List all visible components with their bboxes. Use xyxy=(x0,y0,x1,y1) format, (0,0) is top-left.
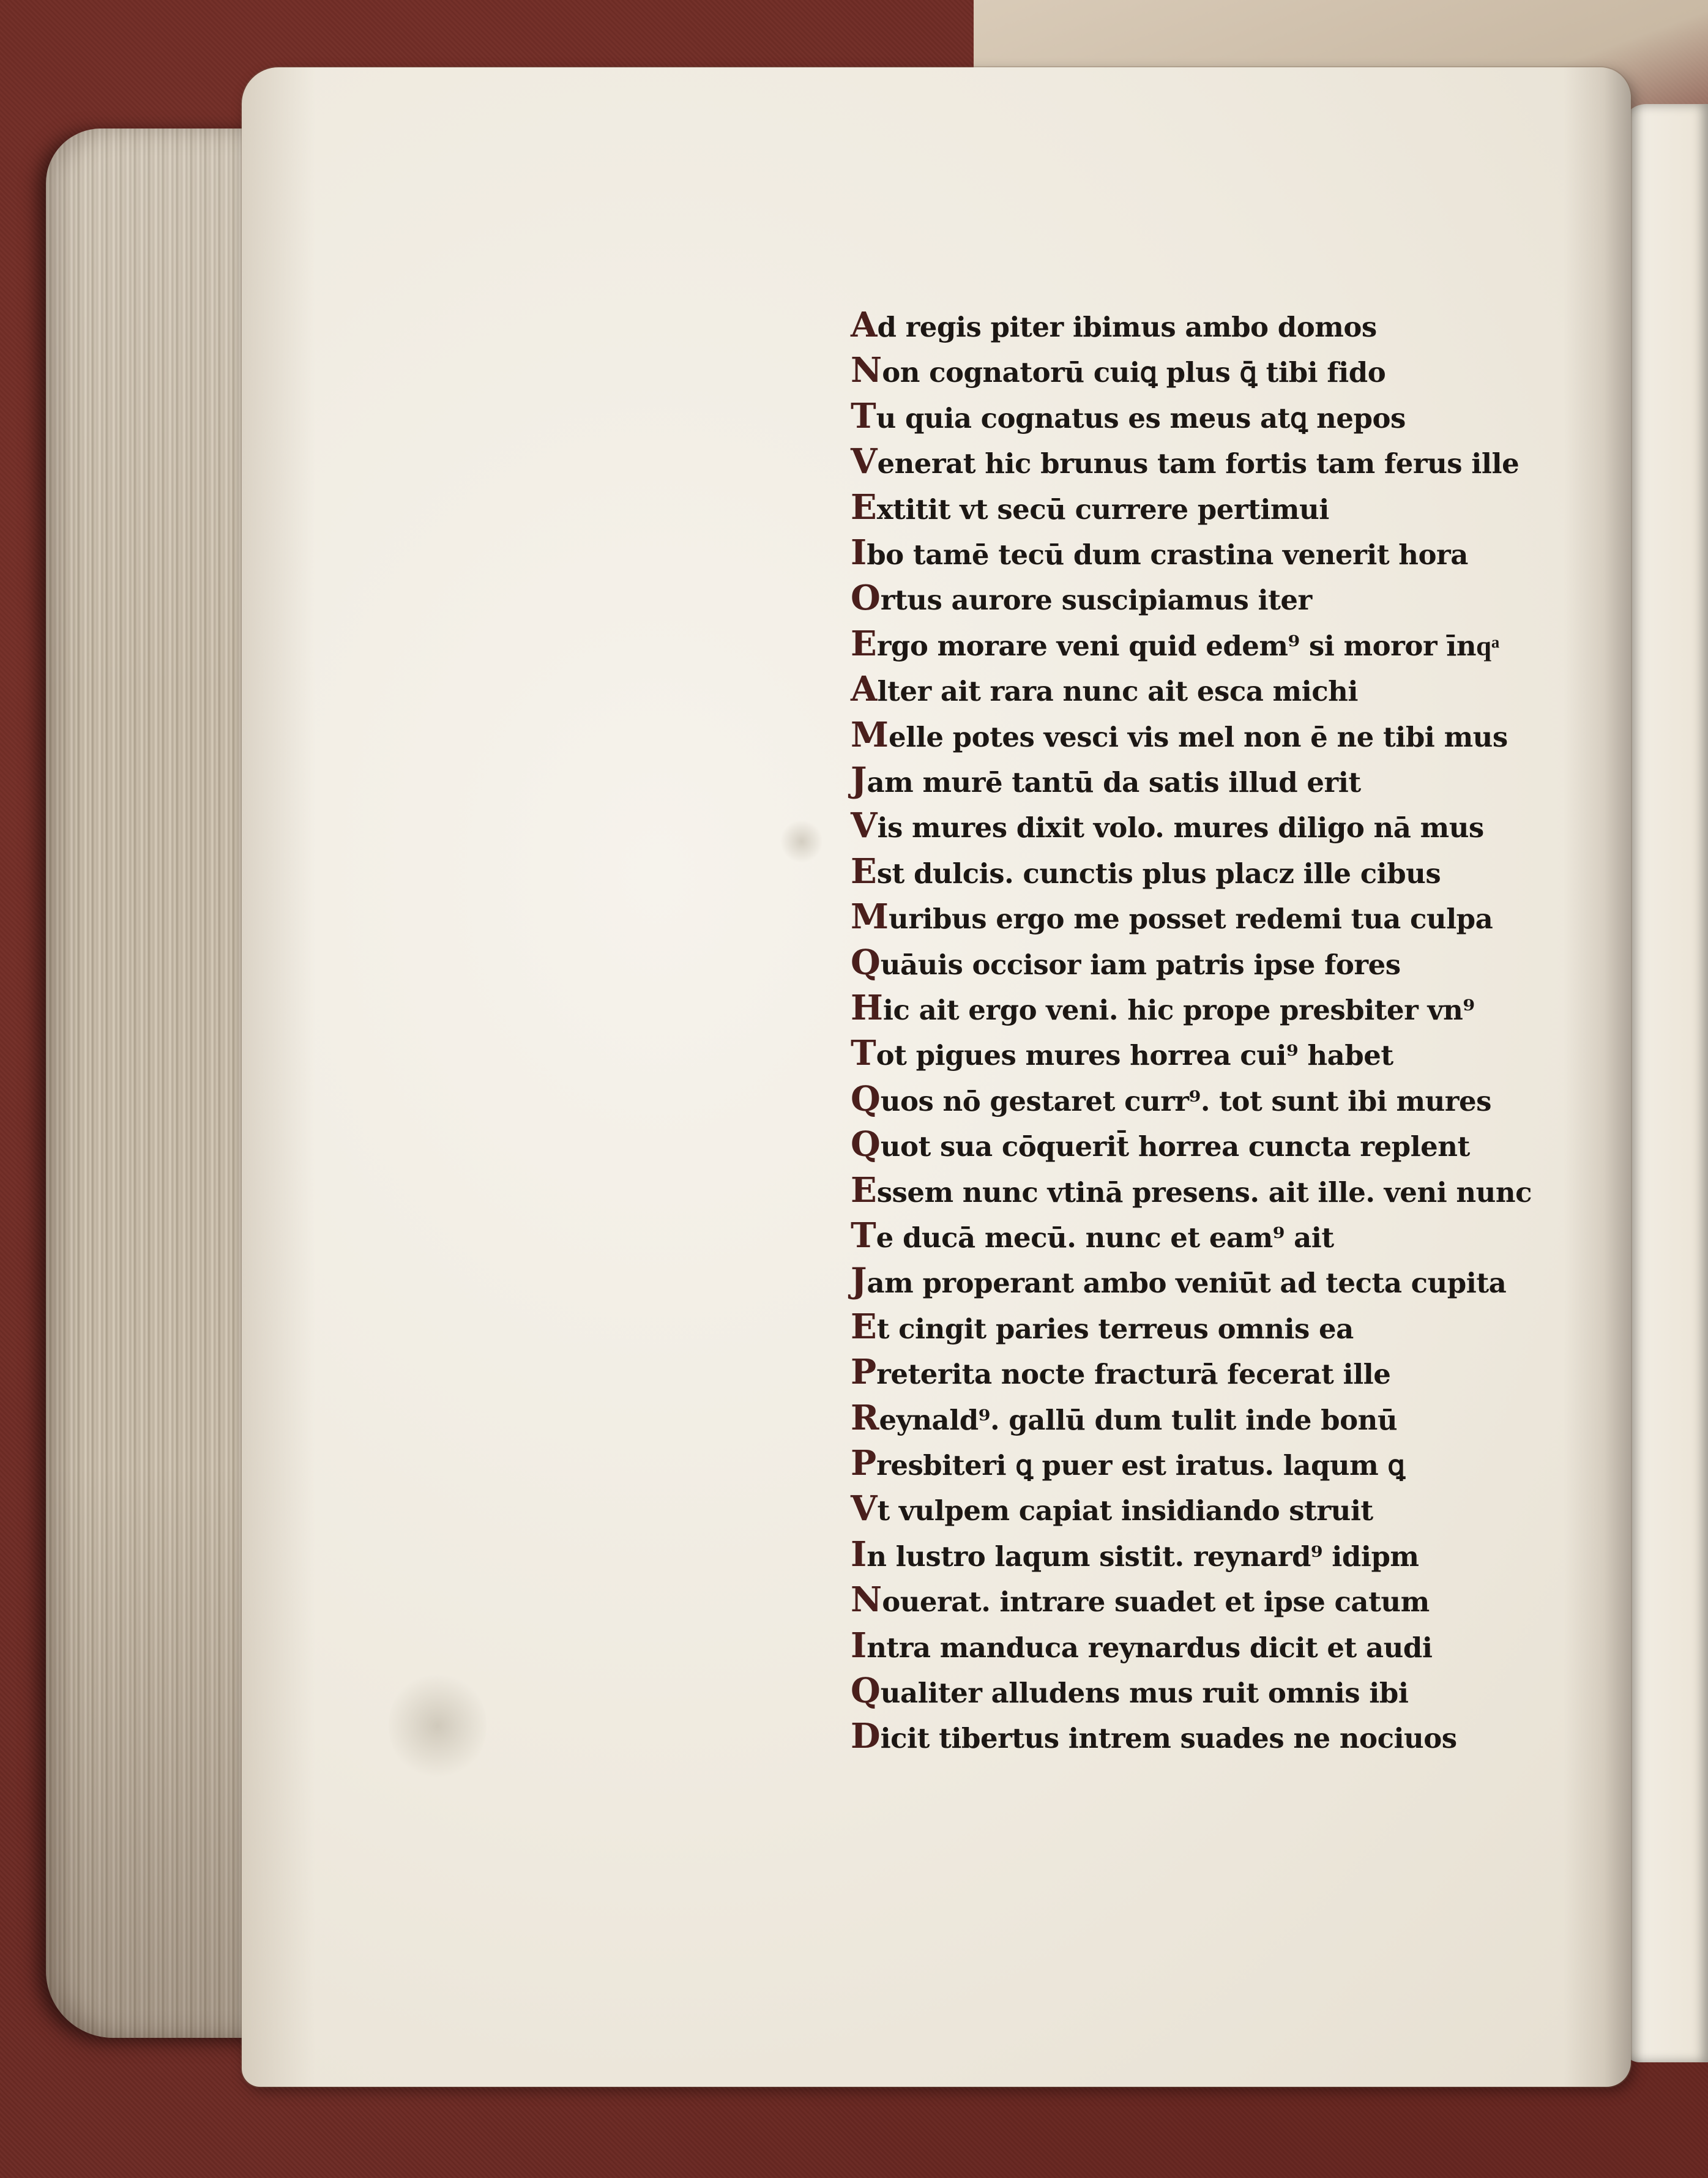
verse-line-rest: t vulpem capiat insidiando struit xyxy=(877,1494,1373,1527)
initial-capital: A xyxy=(851,305,878,345)
facing-page-edge xyxy=(1622,104,1708,2062)
verse-line-rest: xtitit vt secū currere pertimui xyxy=(876,493,1329,526)
initial-capital: D xyxy=(851,1716,881,1757)
verse-line xyxy=(851,1624,1432,1667)
verse-line-rest: icit tibertus intrem suades ne nociuos xyxy=(880,1722,1457,1755)
verse-line xyxy=(851,1214,1334,1257)
verse-line-rest: uot sua cōquerit̄ horrea cuncta replent xyxy=(880,1130,1470,1163)
verse-line-rest: is mures dixit volo. mures diligo nā mus xyxy=(877,811,1484,845)
verse-line xyxy=(851,531,1468,574)
initial-capital: E xyxy=(851,1306,877,1347)
initial-capital: Q xyxy=(851,1671,881,1711)
initial-capital: I xyxy=(851,532,867,573)
initial-capital: V xyxy=(851,1488,878,1529)
initial-capital: E xyxy=(851,851,877,892)
initial-capital: P xyxy=(851,1352,877,1393)
initial-capital: I xyxy=(851,1534,867,1575)
verse-line-rest: e ducā mecū. nunc et eam⁹ ait xyxy=(876,1221,1334,1254)
initial-capital: A xyxy=(851,669,878,710)
initial-capital: T xyxy=(851,1033,876,1074)
verse-text-block xyxy=(851,304,1532,1760)
verse-line-rest: on cognatorū cuiꝗ plus ꝗ̄ tibi fido xyxy=(882,356,1386,389)
verse-line xyxy=(851,1442,1404,1485)
initial-capital: E xyxy=(851,1169,877,1210)
verse-line xyxy=(851,895,1493,938)
verse-line xyxy=(851,850,1441,893)
verse-line-rest: rtus aurore suscipiamus iter xyxy=(880,584,1312,617)
verse-line xyxy=(851,1669,1408,1712)
verse-line xyxy=(851,1397,1397,1439)
page-gutter-shadow xyxy=(1564,67,1631,2087)
verse-line-rest: ntra manduca reynardus dicit et audi xyxy=(867,1631,1433,1664)
verse-line-rest: uribus ergo me posset redemi tua culpa xyxy=(889,903,1493,936)
verse-line xyxy=(851,1078,1491,1121)
verse-line xyxy=(851,440,1519,483)
verse-line xyxy=(851,395,1406,438)
paper-stain xyxy=(780,820,823,863)
paper-stain xyxy=(389,1671,487,1781)
verse-line-rest: eynald⁹. gallū dum tulit inde bonū xyxy=(879,1403,1398,1436)
verse-line xyxy=(851,941,1401,984)
verse-line xyxy=(851,349,1385,392)
initial-capital: J xyxy=(851,760,867,800)
initial-capital: Q xyxy=(851,942,881,983)
initial-capital: N xyxy=(851,1579,882,1620)
initial-capital: T xyxy=(851,1215,876,1256)
verse-line xyxy=(851,1487,1373,1530)
verse-line xyxy=(851,1533,1419,1576)
verse-line-rest: uos nō gestaret curr⁹. tot sunt ibi mures xyxy=(880,1084,1491,1117)
verse-line xyxy=(851,1715,1457,1758)
verse-line xyxy=(851,1305,1354,1348)
verse-line xyxy=(851,714,1508,756)
verse-line-rest: ic ait ergo veni. hic prope presbiter vn⁹ xyxy=(882,994,1475,1026)
verse-line-rest: enerat hic brunus tam fortis tam ferus ille xyxy=(877,447,1520,480)
verse-line xyxy=(851,668,1358,710)
verse-line-rest: ot pigues mures horrea cui⁹ habet xyxy=(876,1039,1393,1072)
verse-line xyxy=(851,804,1484,847)
initial-capital: J xyxy=(851,1261,867,1302)
verse-line-rest: lter ait rara nunc ait esca michi xyxy=(877,675,1358,708)
page-edge-shadow xyxy=(242,67,315,2087)
initial-capital: R xyxy=(851,1397,879,1438)
verse-line-rest: uāuis occisor iam patris ipse fores xyxy=(880,948,1401,981)
verse-line xyxy=(851,1259,1506,1302)
verse-line-rest: reterita nocte fracturā fecerat ille xyxy=(876,1358,1391,1391)
initial-capital: Q xyxy=(851,1124,881,1165)
verse-line-rest: ouerat. intrare suadet et ipse catum xyxy=(882,1586,1430,1619)
verse-line xyxy=(851,759,1361,802)
initial-capital: Q xyxy=(851,1078,881,1119)
verse-line-rest: n lustro laqum sistit. reynard⁹ idipm xyxy=(867,1540,1419,1573)
verse-line xyxy=(851,486,1329,529)
initial-capital: V xyxy=(851,441,878,482)
verse-line-rest: elle potes vesci vis mel non ē ne tibi mus xyxy=(889,720,1508,753)
verse-line xyxy=(851,1032,1393,1075)
verse-line-rest: st dulcis. cunctis plus placz ille cibus xyxy=(876,857,1441,890)
verse-line-rest: am murē tantū da satis illud erit xyxy=(867,766,1361,799)
verse-line-rest: ssem nunc vtinā presens. ait ille. veni nunc xyxy=(876,1176,1532,1209)
verse-line-rest: am properant ambo veniūt ad tecta cupita xyxy=(867,1267,1507,1300)
verse-line-rest: d regis piter ibimus ambo domos xyxy=(877,311,1377,343)
initial-capital: O xyxy=(851,578,881,619)
verse-line-rest: u quia cognatus es meus atꝗ nepos xyxy=(876,401,1406,434)
verse-line xyxy=(851,576,1312,619)
verse-line xyxy=(851,986,1475,1029)
verse-line-rest: bo tamē tecū dum crastina venerit hora xyxy=(867,539,1468,571)
verse-line xyxy=(851,1578,1430,1621)
initial-capital: N xyxy=(851,350,882,391)
initial-capital: M xyxy=(851,714,889,755)
verse-line xyxy=(851,1169,1532,1212)
initial-capital: E xyxy=(851,623,877,664)
verse-line xyxy=(851,622,1499,665)
verse-line-rest: ualiter alludens mus ruit omnis ibi xyxy=(880,1677,1409,1709)
verse-line-rest: t cingit paries terreus omnis ea xyxy=(876,1312,1354,1345)
verse-line-rest: rgo morare veni quid edem⁹ si moror īnqͣ xyxy=(876,629,1499,662)
verse-line xyxy=(851,1351,1390,1393)
initial-capital: H xyxy=(851,988,883,1028)
initial-capital: E xyxy=(851,487,877,528)
verse-line xyxy=(851,1123,1470,1166)
initial-capital: T xyxy=(851,395,876,436)
verse-line-rest: resbiteri ꝗ puer est iratus. laqum ꝗ xyxy=(876,1449,1405,1482)
initial-capital: M xyxy=(851,897,889,938)
initial-capital: I xyxy=(851,1625,867,1666)
initial-capital: V xyxy=(851,805,878,846)
initial-capital: P xyxy=(851,1443,877,1483)
verse-line xyxy=(851,304,1377,346)
